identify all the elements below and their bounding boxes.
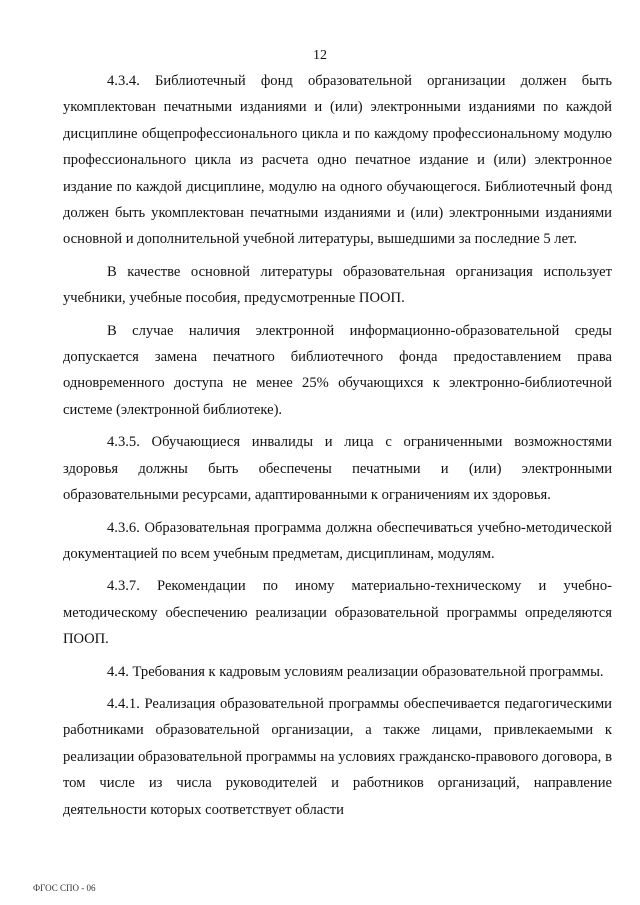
- paragraph-electronic-environment: В случае наличия электронной информационно-образовательной среды допускается замена печатного библиотечного фонда предоставлением права одновременного доступа не менее 25% обучающихся к электронно-библиотечной системе (электронной библиотеке).: [63, 322, 612, 418]
- document-body: [63, 68, 612, 829]
- paragraph-4-3-5: 4.3.5. Обучающиеся инвалиды и лица с ограниченными возможностями здоровья должны быть обеспечены печатными и (или) электронными образовательными ресурсами, адаптированными к ограничениям их здоровья.: [63, 434, 612, 504]
- paragraph-4-3-4: 4.3.4. Библиотечный фонд образовательной организации должен быть укомплектован печатными изданиями и (или) электронными изданиями по каждой дисциплине общепрофессионального цикла и по каждому профессиональному модулю профессионального цикла из расчета одно печатное издание и (или) электронное издание по каждой дисциплине, модулю на одного обучающегося. Библиотечный фонд должен быть укомплектован печатными изданиями и (или) электронными изданиями основной и дополнительной учебной литературы, вышедшими за последние 5 лет.: [63, 73, 612, 248]
- paragraph-4-4: 4.4. Требования к кадровым условиям реализации образовательной программы.: [107, 663, 604, 680]
- page-footer: ФГОС СПО - 06: [33, 883, 96, 893]
- page-number: 12: [313, 48, 327, 63]
- paragraph-4-3-7: 4.3.7. Рекомендации по иному материально-техническому и учебно-методическому обеспечению реализации образовательной программы определяются ПООП.: [63, 578, 612, 648]
- paragraph-main-literature: В качестве основной литературы образовательная организация использует учебники, учебные пособия, предусмотренные ПООП.: [63, 263, 612, 307]
- paragraph-4-3-6: 4.3.6. Образовательная программа должна обеспечиваться учебно-методической документацией по всем учебным предметам, дисциплинам, модулям.: [63, 519, 612, 562]
- paragraph-4-4-1: 4.4.1. Реализация образовательной программы обеспечивается педагогическими работниками образовательной организации, а также лицами, привлекаемыми к реализации образовательной программы на условиях гражданско-правового договора, в том числе из числа руководителей и работников организаций, направление деятельности которых соответствует области: [63, 695, 612, 818]
